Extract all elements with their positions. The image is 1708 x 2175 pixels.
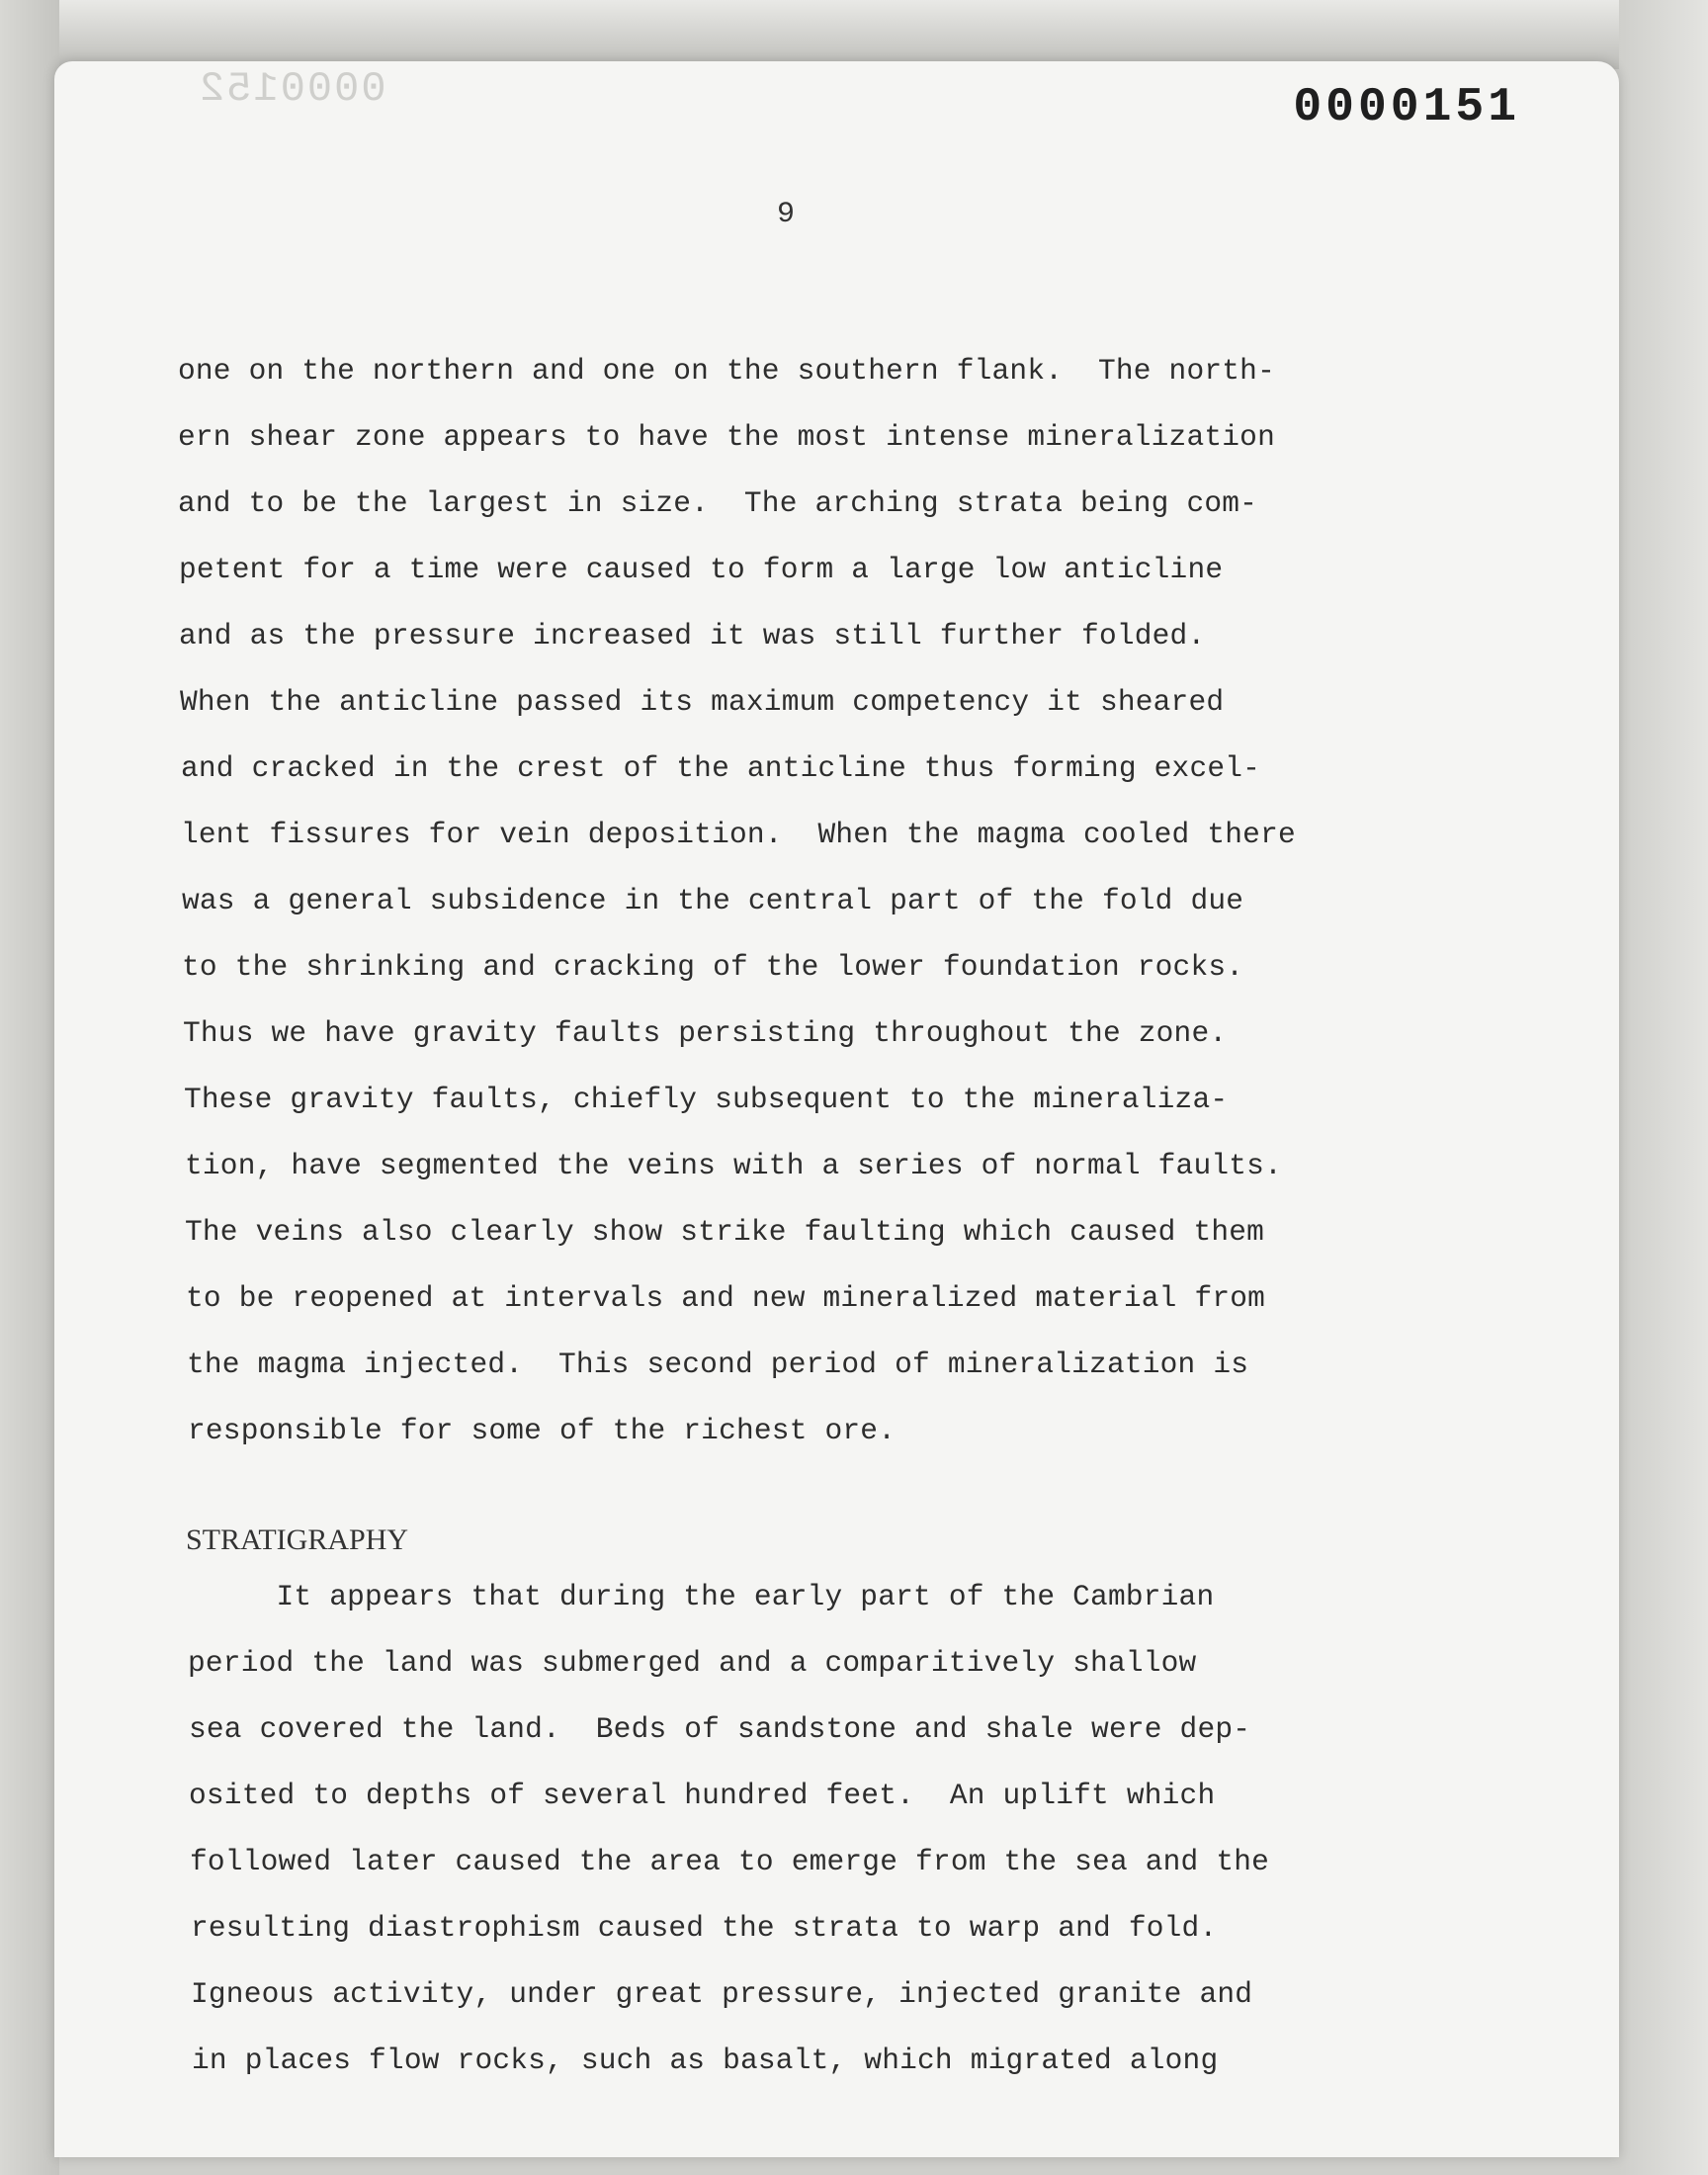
bleed-through-id: 0000152: [198, 65, 386, 113]
text-line: period the land was submerged and a comparitively shallow: [188, 1646, 1197, 1680]
text-line: Igneous activity, under great pressure, injected granite and: [191, 1977, 1253, 2011]
text-line: followed later caused the area to emerge from the sea and the: [190, 1845, 1270, 1878]
text-line: It appears that during the early part of the Cambrian: [188, 1580, 1215, 1613]
text-line: to the shrinking and cracking of the lower foundation rocks.: [182, 950, 1244, 984]
text-line: sea covered the land. Beds of sandstone and shale were dep-: [189, 1712, 1251, 1746]
text-line: osited to depths of several hundred feet. An uplift which: [189, 1779, 1216, 1812]
text-line: petent for a time were caused to form a large low anticline: [179, 553, 1224, 586]
text-line: The veins also clearly show strike faulting which caused them: [185, 1215, 1265, 1249]
text-line: and to be the largest in size. The arching strata being com-: [178, 486, 1258, 520]
text-line: lent fissures for vein deposition. When the magma cooled there: [181, 818, 1296, 851]
page-number: 9: [777, 198, 796, 231]
text-line: one on the northern and one on the southern flank. The north-: [178, 354, 1275, 388]
text-line: tion, have segmented the veins with a series of normal faults.: [185, 1149, 1282, 1182]
text-line: in places flow rocks, such as basalt, which migrated along: [192, 2044, 1219, 2077]
text-line: the magma injected. This second period of mineralization is: [187, 1348, 1249, 1381]
scan-left-edge: [0, 0, 59, 2175]
text-line: responsible for some of the richest ore.: [188, 1414, 897, 1447]
text-line: resulting diastrophism caused the strata to warp and fold.: [191, 1911, 1218, 1945]
text-line: Thus we have gravity faults persisting throughout the zone.: [183, 1016, 1228, 1050]
text-line: was a general subsidence in the central part of the fold due: [182, 884, 1244, 917]
scan-top-edge: [0, 0, 1708, 69]
text-line: When the anticline passed its maximum competency it sheared: [180, 685, 1225, 719]
text-line: and as the pressure increased it was still further folded.: [179, 619, 1206, 652]
text-line: These gravity faults, chiefly subsequent to the mineraliza-: [184, 1083, 1229, 1116]
text-line: ern shear zone appears to have the most intense mineralization: [178, 420, 1275, 454]
section-heading: STRATIGRAPHY: [186, 1523, 409, 1556]
scan-right-edge: [1619, 0, 1708, 2175]
text-line: and cracked in the crest of the anticline thus forming excel-: [181, 751, 1261, 785]
page-id-stamp: 0000151: [1293, 81, 1520, 134]
text-line: to be reopened at intervals and new mineralized material from: [186, 1281, 1266, 1315]
